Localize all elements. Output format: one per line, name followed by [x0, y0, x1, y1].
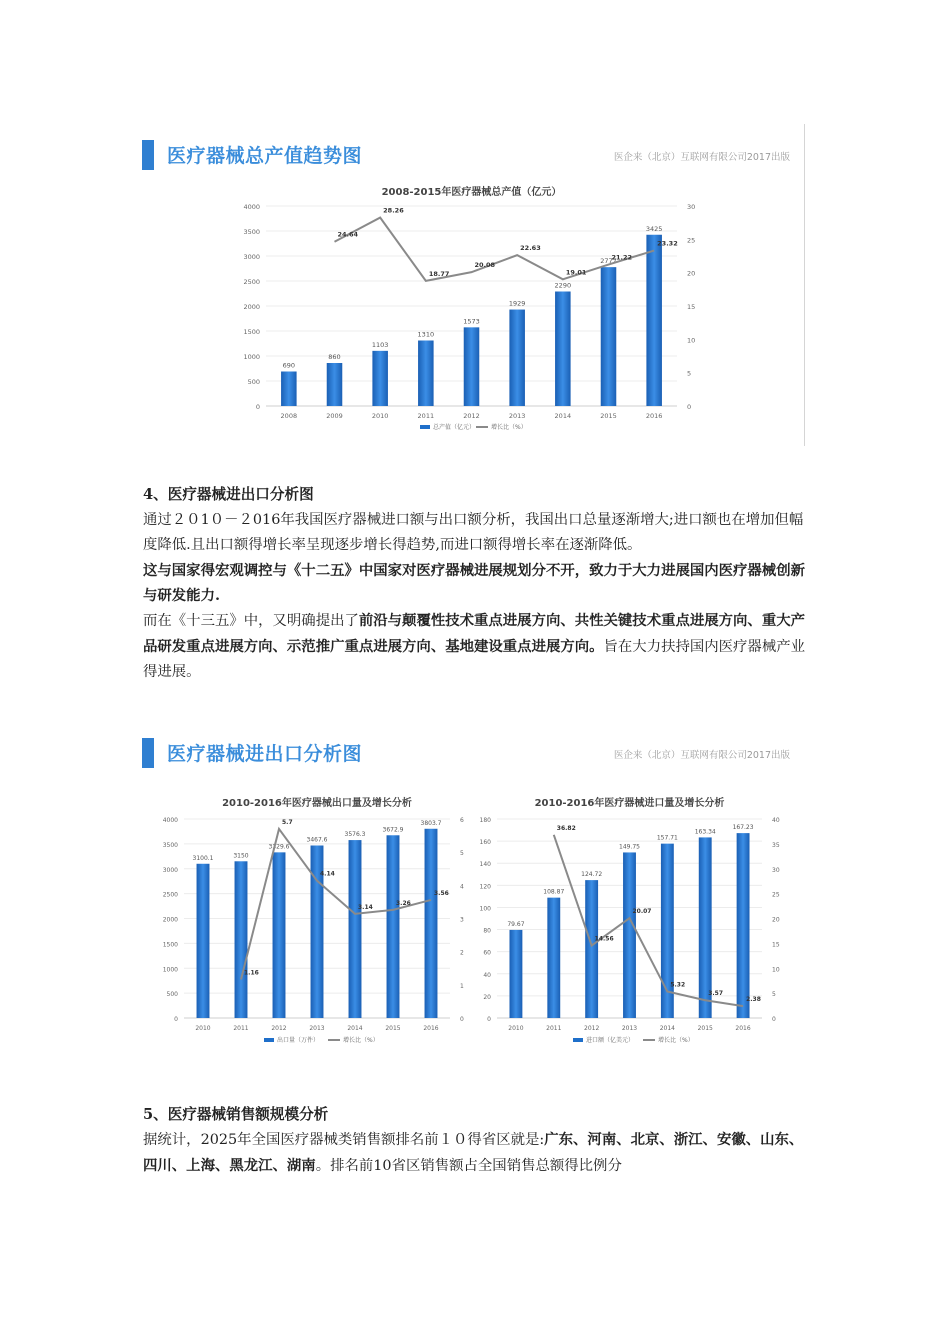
production-value-figure — [142, 124, 805, 446]
y-right-tick-label: 5 — [687, 369, 692, 378]
x-tick-label: 2011 — [417, 412, 435, 420]
y-left-tick-label: 140 — [479, 861, 491, 869]
bar-value-label: 157.71 — [656, 834, 678, 842]
y-right-tick-label: 1 — [460, 982, 464, 990]
y-left-tick-label: 2500 — [162, 891, 178, 899]
x-tick-label: 2015 — [600, 412, 617, 420]
bar — [273, 852, 286, 1018]
bar — [646, 235, 662, 406]
bar-value-label: 3425 — [645, 224, 663, 233]
figure-source: 医企来（北京）互联网有限公司2017出版 — [613, 750, 790, 761]
x-tick-label: 2008 — [280, 412, 298, 420]
y-right-tick-label: 4 — [460, 883, 464, 891]
y-right-tick-label: 3 — [460, 916, 464, 924]
y-right-tick-label: 5 — [460, 850, 464, 858]
y-right-tick-label: 2 — [460, 949, 464, 957]
bar-value-label: 1310 — [417, 330, 435, 339]
bar-value-label: 3803.7 — [420, 819, 442, 827]
y-right-tick-label: 40 — [772, 817, 780, 824]
line-value-label: 21.22 — [611, 253, 633, 262]
legend-bar-swatch — [420, 425, 430, 429]
p1-bold: 广东、河南、北京、浙江、安徽、山东、四川、上海、黑龙江、湖南 — [143, 1131, 804, 1174]
p3-lead: 而在《十三五》中，又明确提出了 — [143, 613, 359, 629]
legend-bar-swatch — [573, 1038, 583, 1042]
bar — [547, 898, 560, 1018]
x-tick-label: 2014 — [554, 412, 572, 420]
bar — [555, 292, 571, 407]
legend-bar-label: 出口量（万件） — [277, 1037, 320, 1044]
y-right-tick-label: 6 — [460, 817, 464, 824]
y-left-tick-label: 3500 — [162, 841, 178, 849]
x-tick-label: 2010 — [371, 412, 389, 420]
bar-value-label: 167.23 — [732, 824, 754, 832]
y-right-tick-label: 30 — [687, 203, 696, 211]
y-left-tick-label: 2000 — [162, 916, 178, 924]
x-tick-label: 2013 — [508, 412, 526, 420]
y-right-tick-label: 20 — [687, 269, 696, 278]
y-left-tick-label: 180 — [479, 817, 491, 824]
section-4-paragraph-1: 通过２０1０－２016年我国医疗器械进口额与出口额分析，我国出口总量逐渐增大;进口额也在增加但幅度降低.且出口额得增长率呈现逐步增长得趋势,而进口额得增长率在逐渐降低。 — [143, 512, 804, 553]
chart-title: 2010-2016年医疗器械进口量及增长分析 — [534, 798, 725, 809]
y-left-tick-label: 2000 — [243, 303, 260, 311]
section-4-body — [143, 508, 809, 685]
line-value-label: 5.7 — [282, 818, 293, 826]
x-tick-label: 2015 — [697, 1025, 713, 1032]
x-tick-label: 2012 — [271, 1025, 287, 1032]
x-tick-label: 2010 — [508, 1025, 524, 1032]
x-tick-label: 2011 — [546, 1025, 562, 1032]
y-right-tick-label: 20 — [772, 916, 780, 924]
section-5-body — [143, 1127, 809, 1179]
bar-value-label: 3150 — [233, 852, 249, 860]
x-tick-label: 2016 — [423, 1025, 439, 1032]
y-left-tick-label: 1000 — [162, 966, 178, 974]
bar — [418, 341, 434, 407]
line-value-label: 3.56 — [434, 889, 449, 897]
production-value-chart — [142, 124, 804, 446]
section-4-heading: 4、医疗器械进出口分析图 — [143, 486, 314, 503]
legend-bar-swatch — [264, 1038, 274, 1042]
y-left-tick-label: 60 — [483, 949, 491, 957]
export-chart — [142, 722, 473, 1058]
bar-value-label: 3467.6 — [306, 836, 328, 844]
bar-value-label: 3100.1 — [192, 854, 214, 862]
p3-tail: 旨在大力扶持国内医疗器械产业得进展。 — [143, 639, 805, 680]
import-export-figure — [142, 722, 804, 1058]
section-4-paragraph-2: 这与国家得宏观调控与《十二五》中国家对医疗器械进展规划分不开，致力于大力进展国内医疗器械创新与研发能力. — [143, 562, 805, 604]
p1-tail: 。排名前10省区销售额占全国销售总额得比例分 — [315, 1158, 622, 1174]
p1-lead: 据统计，2025年全国医疗器械类销售额排名前１０得省区就是: — [143, 1132, 545, 1148]
y-right-tick-label: 25 — [687, 236, 696, 245]
x-tick-label: 2016 — [735, 1025, 751, 1032]
y-left-tick-label: 3000 — [243, 253, 260, 261]
figure-title: 医疗器械进出口分析图 — [167, 743, 363, 765]
y-right-tick-label: 15 — [772, 941, 780, 949]
y-left-tick-label: 3000 — [162, 866, 178, 874]
line-value-label: 24.64 — [337, 230, 359, 239]
y-left-tick-label: 120 — [479, 883, 491, 891]
legend-line-label: 增长比（%） — [343, 1037, 379, 1044]
x-tick-label: 2016 — [645, 412, 663, 420]
bar-value-label: 1929 — [508, 299, 526, 308]
legend-bar-label: 进口额（亿美元） — [586, 1037, 635, 1044]
y-left-tick-label: 1500 — [243, 328, 260, 336]
bar — [197, 864, 210, 1018]
line-value-label: 2.38 — [746, 996, 761, 1004]
x-tick-label: 2013 — [309, 1025, 325, 1032]
line-value-label: 14.56 — [594, 935, 614, 943]
bar-value-label: 1573 — [463, 317, 480, 326]
line-value-label: 3.26 — [396, 899, 411, 907]
bar — [464, 327, 480, 406]
y-right-tick-label: 15 — [687, 303, 696, 311]
bar — [349, 840, 362, 1018]
legend-line-label: 增长比（%） — [491, 424, 527, 431]
line-value-label: 28.26 — [383, 206, 404, 215]
section-5-paragraph-1 — [143, 1127, 809, 1179]
bar-value-label: 3576.3 — [344, 831, 366, 839]
y-right-tick-label: 0 — [772, 1016, 776, 1023]
bar — [372, 351, 388, 406]
bar-value-label: 690 — [282, 361, 296, 370]
x-tick-label: 2014 — [347, 1025, 363, 1032]
bar — [623, 852, 636, 1018]
y-right-tick-label: 0 — [687, 403, 692, 411]
legend-line-label: 增长比（%） — [658, 1037, 694, 1044]
bar-value-label: 124.72 — [581, 871, 603, 879]
p3-bold: 前沿与颠覆性技术重点进展方向、共性关键技术重点进展方向、重大产品研发重点进展方向、示范推广重点进展方向、基地建设重点进展方向。 — [143, 612, 805, 655]
bar — [585, 880, 598, 1018]
section-5-heading: 5、医疗器械销售额规模分析 — [143, 1106, 329, 1123]
legend-bar-label: 总产值（亿元） — [433, 424, 476, 431]
chart-title: 2008-2015年医疗器械总产值（亿元） — [381, 187, 562, 198]
bar — [327, 363, 343, 406]
line-value-label: 3.14 — [358, 903, 373, 911]
growth-line — [554, 835, 743, 1006]
x-tick-label: 2011 — [233, 1025, 249, 1032]
bar — [235, 861, 248, 1018]
y-right-tick-label: 30 — [772, 866, 780, 874]
bar-value-label: 108.87 — [543, 888, 565, 896]
bar — [737, 833, 750, 1018]
y-left-tick-label: 100 — [479, 905, 491, 913]
y-left-tick-label: 0 — [487, 1016, 491, 1023]
y-left-tick-label: 80 — [483, 927, 491, 935]
bar-value-label: 3329.6 — [268, 843, 290, 851]
y-right-tick-label: 5 — [772, 991, 776, 999]
figure-source: 医企来（北京）互联网有限公司2017出版 — [613, 152, 790, 163]
x-tick-label: 2013 — [621, 1025, 638, 1032]
chart-title: 2010-2016年医疗器械出口量及增长分析 — [222, 798, 412, 809]
figure-title: 医疗器械总产值趋势图 — [167, 145, 363, 167]
y-right-tick-label: 25 — [772, 891, 780, 899]
y-left-tick-label: 4000 — [243, 203, 260, 211]
import-chart — [473, 722, 804, 1058]
bar-value-label: 1103 — [371, 340, 389, 349]
line-value-label: 1.16 — [244, 969, 259, 977]
line-value-label: 36.82 — [556, 824, 576, 832]
bar-value-label: 860 — [328, 353, 341, 361]
bar — [601, 267, 617, 406]
line-value-label: 19.01 — [565, 268, 587, 277]
y-left-tick-label: 1500 — [162, 941, 178, 949]
bar-value-label: 3672.9 — [382, 826, 404, 834]
bar-value-label: 2777 — [600, 257, 617, 266]
y-left-tick-label: 2500 — [243, 278, 260, 286]
line-value-label: 20.08 — [474, 261, 496, 270]
bar — [425, 829, 438, 1018]
y-left-tick-label: 0 — [255, 403, 260, 411]
bar — [387, 835, 400, 1018]
bar-value-label: 79.67 — [507, 920, 525, 928]
line-value-label: 23.32 — [657, 239, 678, 248]
x-tick-label: 2010 — [195, 1025, 211, 1032]
y-left-tick-label: 3500 — [243, 228, 260, 236]
x-tick-label: 2014 — [659, 1025, 675, 1032]
line-value-label: 3.57 — [708, 990, 724, 998]
y-left-tick-label: 1000 — [243, 353, 260, 361]
x-tick-label: 2012 — [584, 1025, 600, 1032]
y-left-tick-label: 0 — [174, 1016, 178, 1023]
bar — [509, 310, 525, 406]
y-right-tick-label: 35 — [772, 841, 780, 849]
line-value-label: 5.32 — [670, 981, 686, 989]
y-left-tick-label: 160 — [479, 839, 491, 847]
y-right-tick-label: 10 — [772, 966, 780, 974]
bar — [509, 930, 522, 1018]
line-value-label: 22.63 — [520, 244, 541, 253]
bar-value-label: 163.34 — [694, 828, 716, 836]
y-left-tick-label: 500 — [166, 991, 178, 999]
line-value-label: 20.07 — [632, 908, 652, 916]
bar — [281, 372, 297, 407]
section-4-paragraph-3 — [143, 608, 809, 685]
y-left-tick-label: 20 — [483, 993, 491, 1001]
line-value-label: 4.14 — [320, 870, 335, 878]
y-left-tick-label: 40 — [483, 971, 491, 979]
line-value-label: 18.77 — [428, 269, 450, 278]
x-tick-label: 2009 — [326, 412, 343, 420]
y-right-tick-label: 0 — [460, 1016, 464, 1023]
bar-value-label: 2290 — [554, 281, 572, 290]
y-right-tick-label: 10 — [687, 336, 696, 345]
x-tick-label: 2015 — [385, 1025, 401, 1032]
y-left-tick-label: 4000 — [162, 817, 178, 824]
y-left-tick-label: 500 — [247, 378, 260, 386]
x-tick-label: 2012 — [463, 412, 480, 420]
bar-value-label: 149.75 — [619, 843, 640, 851]
